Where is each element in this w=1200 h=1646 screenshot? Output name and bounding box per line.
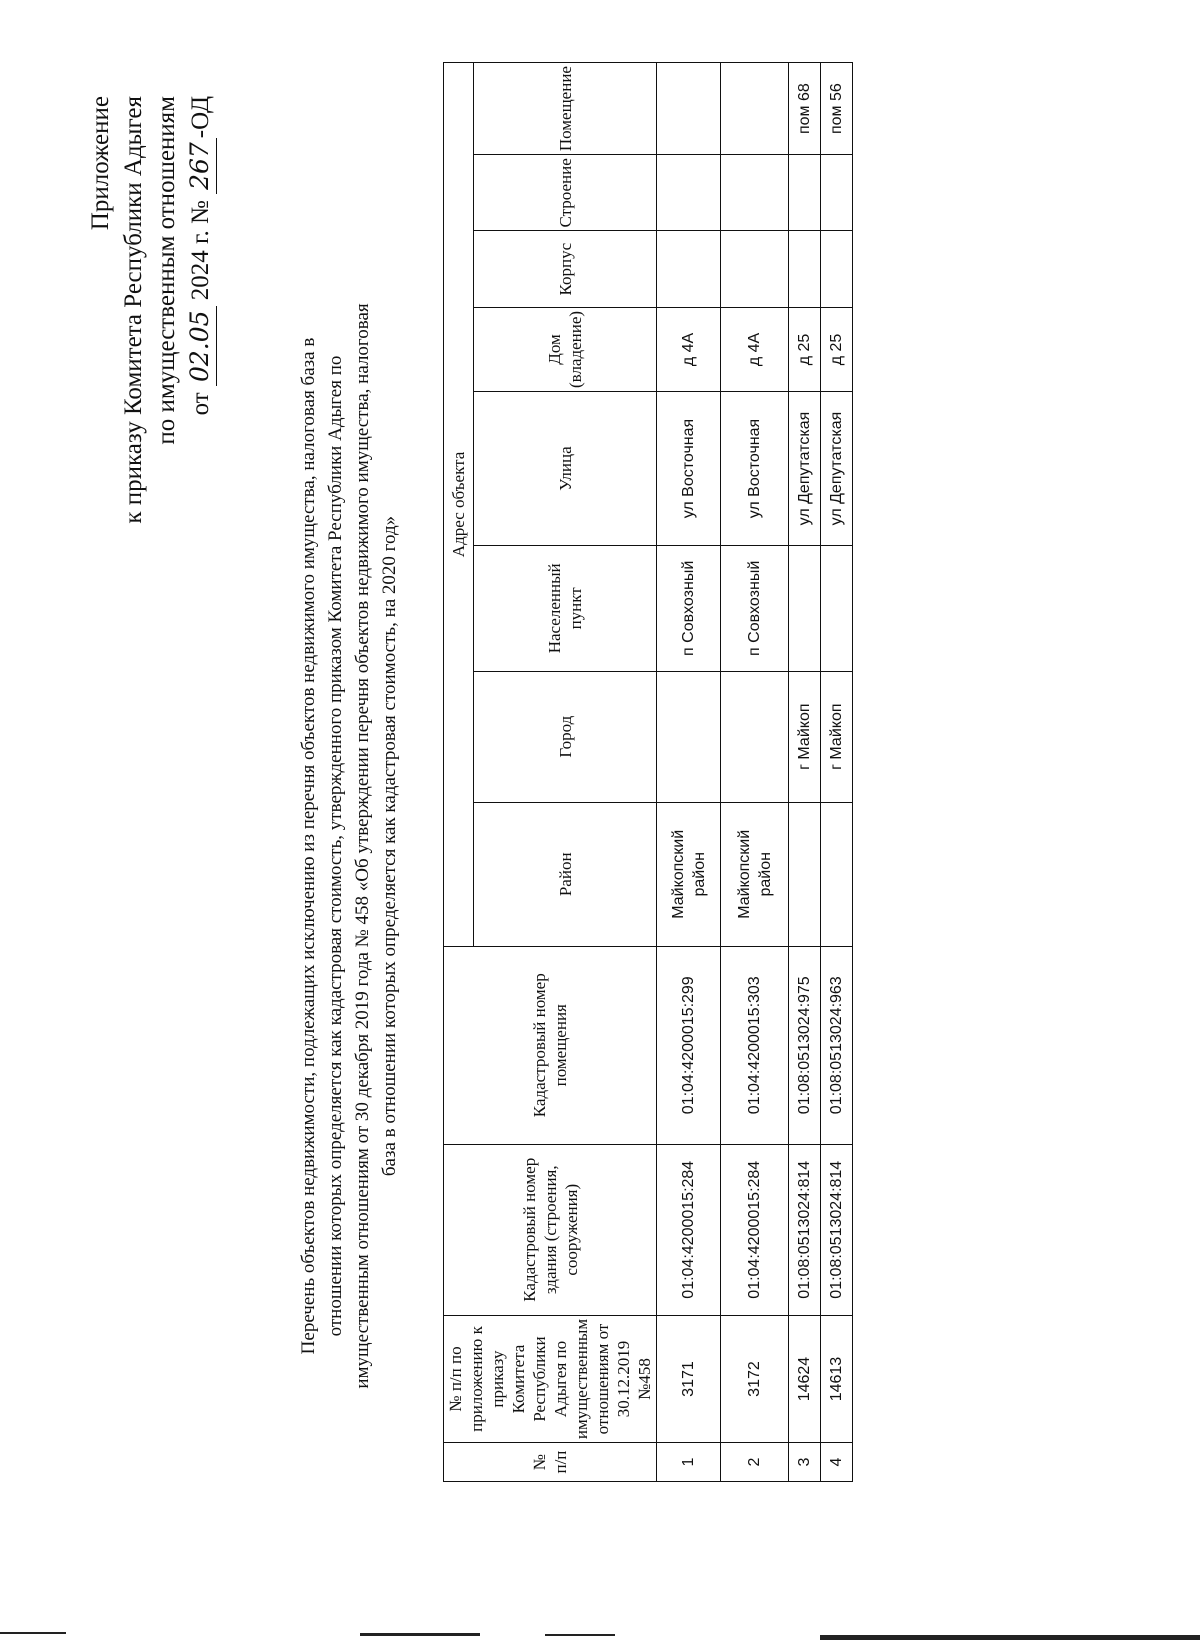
document-title [295, 246, 403, 1446]
cell-street: ул Восточная [721, 392, 789, 546]
cell-house: д 4А [721, 307, 789, 391]
cell-num: 4 [821, 1443, 853, 1482]
cell-room [657, 63, 721, 155]
col-block: Корпус [474, 231, 657, 307]
cell-room: пом 68 [789, 63, 821, 155]
col-building-cadastral: Кадастровый номер здания (строения, сооружения) [444, 1144, 657, 1315]
cell-room-cadastral: 01:08:0513024:975 [789, 946, 821, 1144]
scan-artifact [360, 1633, 480, 1636]
cell-building-cadastral: 01:08:0513024:814 [789, 1144, 821, 1315]
cell-settlement [821, 546, 853, 672]
cell-building-cadastral: 01:08:0513024:814 [821, 1144, 853, 1315]
cell-room [721, 63, 789, 155]
cell-appendix-num: 14624 [789, 1315, 821, 1442]
cell-building [657, 155, 721, 231]
cell-appendix-num: 14613 [821, 1315, 853, 1442]
cell-room-cadastral: 01:08:0513024:963 [821, 946, 853, 1144]
cell-building [789, 155, 821, 231]
cell-street: ул Депутатская [821, 392, 853, 546]
cell-num: 1 [657, 1443, 721, 1482]
cell-district: Майкопский район [721, 802, 789, 946]
cell-num: 2 [721, 1443, 789, 1482]
cell-settlement: п Совхозный [721, 546, 789, 672]
cell-room: пом 56 [821, 63, 853, 155]
col-house: Дом (владение) [474, 307, 657, 391]
cell-block [657, 231, 721, 307]
date-prefix: от [187, 392, 214, 416]
cell-building-cadastral: 01:04:4200015:284 [721, 1144, 789, 1315]
cell-district: Майкопский район [657, 802, 721, 946]
appendix-label: Приложение [87, 96, 114, 231]
cell-building [721, 155, 789, 231]
number-suffix: -ОД [187, 96, 214, 139]
cell-appendix-num: 3172 [721, 1315, 789, 1442]
cell-block [821, 231, 853, 307]
cell-district [821, 802, 853, 946]
order-date-line [183, 96, 217, 524]
col-room: Помещение [474, 63, 657, 155]
cell-room-cadastral: 01:04:4200015:299 [657, 946, 721, 1144]
table-row [721, 63, 789, 1482]
order-reference-cont: по имущественным отношениям [153, 96, 180, 445]
table-row [821, 63, 853, 1482]
objects-table [443, 62, 853, 1482]
col-room-cadastral: Кадастровый номер помещения [444, 946, 657, 1144]
cell-settlement: п Совхозный [657, 546, 721, 672]
title-line-3: имущественным отношениям от 30 декабря 2019 года № 458 «Об утверждении перечня объектов недвижимого имущества, налоговая [352, 303, 373, 1389]
cell-city [721, 671, 789, 802]
cell-house: д 25 [789, 307, 821, 391]
table-row [789, 63, 821, 1482]
col-address-group: Адрес объекта [444, 63, 474, 947]
scan-artifact [820, 1635, 1200, 1640]
date-year: 2024 г. № [187, 200, 214, 301]
col-settlement: Населенный пункт [474, 546, 657, 672]
cell-building-cadastral: 01:04:4200015:284 [657, 1144, 721, 1315]
cell-appendix-num: 3171 [657, 1315, 721, 1442]
order-reference: к приказу Комитета Республики Адыгея [120, 96, 147, 524]
cell-num: 3 [789, 1443, 821, 1482]
cell-street: ул Восточная [657, 392, 721, 546]
cell-room-cadastral: 01:04:4200015:303 [721, 946, 789, 1144]
handwritten-date: 02.05 [183, 306, 217, 386]
cell-block [721, 231, 789, 307]
table-row [657, 63, 721, 1482]
cell-house: д 4А [657, 307, 721, 391]
cell-settlement [789, 546, 821, 672]
col-appendix-num: № п/п по приложению к приказу Комитета Республики Адыгея по имущественным отношениям от 30.12.2019 №458 [444, 1315, 657, 1442]
cell-district [789, 802, 821, 946]
cell-city: г Майкоп [821, 671, 853, 802]
col-city: Город [474, 671, 657, 802]
title-line-4: база в отношении которых определяется как кадастровая стоимость, на 2020 год» [379, 515, 400, 1177]
col-district: Район [474, 802, 657, 946]
title-line-2: отношении которых определяется как кадастровая стоимость, утвержденного приказом Комитета Республики Адыгея по [325, 355, 346, 1337]
col-street: Улица [474, 392, 657, 546]
title-line-1: Перечень объектов недвижимости, подлежащих исключению из перечня объектов недвижимого имущества, налоговая база в [298, 337, 319, 1355]
cell-house: д 25 [821, 307, 853, 391]
cell-building [821, 155, 853, 231]
scan-artifact [0, 1632, 66, 1634]
col-building: Строение [474, 155, 657, 231]
cell-city [657, 671, 721, 802]
cell-block [789, 231, 821, 307]
col-num: № п/п [444, 1443, 657, 1482]
cell-street: ул Депутатская [789, 392, 821, 546]
scan-artifact [545, 1634, 615, 1636]
appendix-header [84, 96, 217, 524]
handwritten-number: 267 [183, 138, 217, 194]
cell-city: г Майкоп [789, 671, 821, 802]
